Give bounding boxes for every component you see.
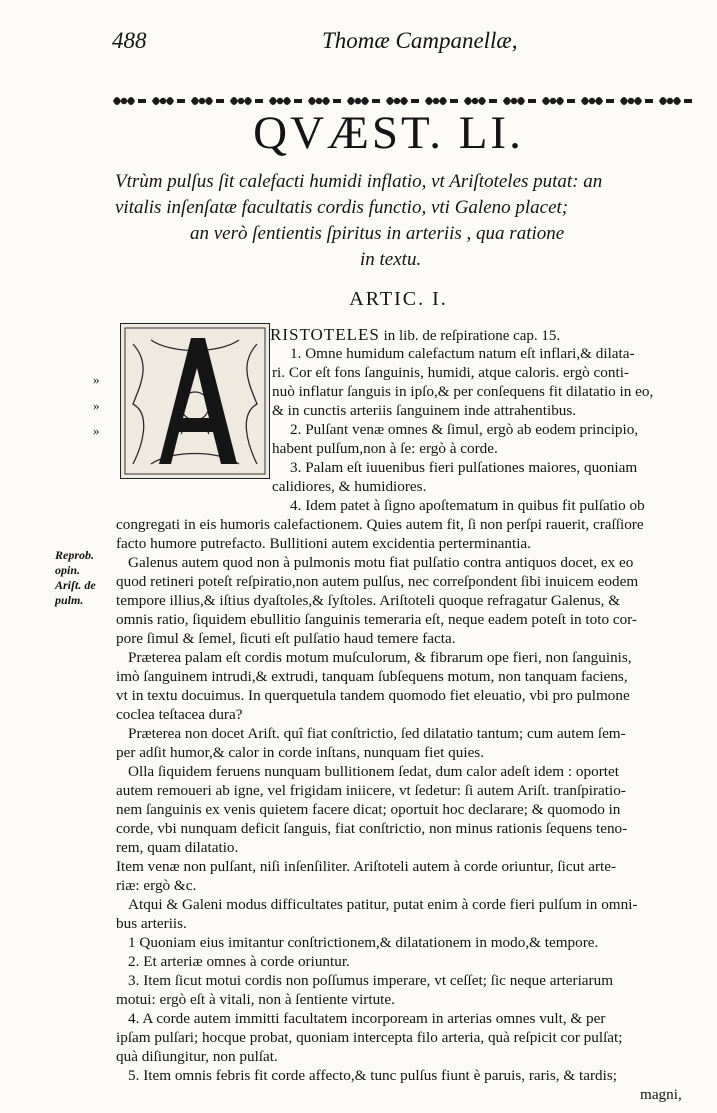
ornament-motif [230, 97, 263, 105]
text-line: quà diſiungitur, non pulſat. [116, 1048, 278, 1065]
text-line: Item venæ non pulſant, niſi inſenſiliter. Ariſtoteli autem à corde oriuntur, ſicut arte- [116, 858, 617, 875]
first-line: RISTOTELES in lib. de reſpiratione cap. 15. [270, 325, 561, 344]
initial-a-icon [121, 324, 269, 478]
text-line: Præterea palam eſt cordis motum muſculorum, & fibrarum ope fieri, non ſanguinis, [128, 649, 632, 666]
text-line: 3. Item ſicut motui cordis non poſſumus imperare, vt ceſſet; ſic neque arteriarum [128, 972, 614, 989]
text-line: 5. Item omnis febris fit corde affecto,& tunc pulſus fiunt è paruis, raris, & tardis; [128, 1067, 617, 1084]
page-number: 488 [112, 28, 147, 53]
text-line: quod retineri poteſt reſpiratio,non autem pulſus, nec correſpondent ſibi inuicem eodem [116, 573, 639, 590]
text-line: ipſam pulſari; hocque probat, quoniam intercepta filo arteria, quà reſpicit cor pulſat; [116, 1029, 623, 1046]
ornament-motif [425, 97, 458, 105]
article-heading: ARTIC. I. [349, 288, 448, 310]
text-line: Præterea non docet Ariſt. quî fiat conſtrictio, ſed dilatatio tantum; cum autem ſem- [128, 725, 626, 742]
text-line: & in cunctis arteriis ſanguinem inde attrahentibus. [272, 402, 577, 419]
margin-note: Reprob. opin. Ariſt. de pulm. [55, 548, 96, 607]
quote-mark: » [93, 372, 100, 387]
text-line: pore ſimul & ſemel, ſicuti eſt pulſatio haud temere facta. [116, 630, 456, 647]
text-line: 1 Quoniam eius imitantur conſtrictionem,& dilatationem in modo,& tempore. [128, 934, 599, 951]
text-line: nuò inflatur ſanguis in ipſo,& per conſequens fit dilatatio in eo, [272, 383, 654, 400]
subtitle-line-2: vitalis inſenſatæ facultatis cordis functio, vti Galeno placet; [115, 197, 569, 218]
ornament-motif [308, 97, 341, 105]
text-line: 1. Omne humidum calefactum natum eſt inflari,& dilata- [290, 345, 635, 362]
ornament-motif [581, 97, 614, 105]
text-line: Galenus autem quod non à pulmonis motu fiat pulſatio contra antiquos docet, ex eo [128, 554, 634, 571]
text-line: omnis ratio, ſiquidem ebullitio ſanguinis temeraria eſt, neque eadem poteſt in toto cor- [116, 611, 637, 628]
ornament-motif [152, 97, 185, 105]
ornament-motif [386, 97, 419, 105]
text-line: per adſit humor,& calor in corde inſtans, nunquam fiet quies. [116, 744, 485, 761]
text-line: facto humore putrefacto. Bullitioni autem excidentia perterminantia. [116, 535, 531, 552]
subtitle-line-1: Vtrùm pulſus ſit calefacti humidi inflatio, vt Ariſtoteles putat: an [115, 171, 603, 192]
text-line: coclea teſtacea dura? [116, 706, 243, 723]
text-line: imò ſanguinem intrudi,& extrudi, tanquam ſubſequens motum, non tanquam faciens, [116, 668, 628, 685]
ornament-motif [542, 97, 575, 105]
ornament-motif [347, 97, 380, 105]
quote-mark: » [93, 398, 100, 413]
text-line: corde, vbi nunquam deficit ſanguis, fiat conſtrictio, non minus rationis ſequens teno- [116, 820, 628, 837]
decorated-initial-a [120, 323, 270, 479]
ornament-motif [191, 97, 224, 105]
text-line: motui: ergò eſt à vitali, non à ſentiente virtute. [116, 991, 395, 1008]
quote-mark: » [93, 423, 100, 438]
text-line: 4. A corde autem immitti facultatem incorpoream in arterias omnes vult, & per [128, 1010, 606, 1027]
text-line: 3. Palam eſt iuuenibus fieri pulſationes maiores, quoniam [290, 459, 638, 476]
ornament-motif [503, 97, 536, 105]
text-line: bus arteriis. [116, 915, 187, 932]
text-line: Atqui & Galeni modus difficultates patitur, putat enim à corde fieri pulſum in omni- [128, 896, 638, 913]
text-line: vt in textu docuimus. In querquetula tandem quomodo fiet eleuatio, vbi pro pulmone [116, 687, 630, 704]
text-line: riæ: ergò &c. [116, 877, 197, 894]
ornament-motif [113, 97, 146, 105]
subtitle-line-3: an verò ſentientis ſpiritus in arteriis , qua ratione [190, 223, 565, 244]
text-line: 2. Et arteriæ omnes à corde oriuntur. [128, 953, 350, 970]
text-line: ri. Cor eſt fons ſanguinis, humidi, atque caloris. ergò conti- [272, 364, 629, 381]
ornament-motif [659, 97, 692, 105]
text-line: Olla ſiquidem feruens nunquam bullitionem ſedat, dum calor adeſt idem : oportet [128, 763, 619, 780]
text-line: calidiores, & humidiores. [272, 478, 427, 495]
ornament-motif [620, 97, 653, 105]
text-line: congregati in eis humoris calefactionem. Quies autem fit, ſi non perſpi rauerit, craſſiore [116, 516, 644, 533]
text-line: 4. Idem patet à ſigno apoſtematum in quibus fit pulſatio ob [290, 497, 645, 514]
running-head: Thomæ Campanellæ, [322, 28, 518, 53]
subtitle-line-4: in textu. [360, 249, 422, 270]
text-line: habent pulſum,non à ſe: ergò à corde. [272, 440, 498, 457]
ornament-motif [269, 97, 302, 105]
text-line: nem ſanguinis ex venis quietem facere dicat; oportuit hoc declarare; & quomodo in [116, 801, 621, 818]
catchword: magni, [640, 1086, 682, 1103]
text-line: rem, quam dilatatio. [116, 839, 239, 856]
question-title: QVÆST. LI. [253, 107, 524, 159]
text-line: tempore illius,& iſtius dyaſtoles,& ſyſtoles. Ariſtoteli quoque refragatur Galenus, & [116, 592, 621, 609]
text-line: 2. Pulſant venæ omnes & ſimul, ergò ab eodem principio, [290, 421, 639, 438]
ornament-motif [464, 97, 497, 105]
text-line: autem remoueri ab igne, vel frigidam iniicere, vt ſedetur: ſi autem Ariſt. tranſpiratio- [116, 782, 626, 799]
